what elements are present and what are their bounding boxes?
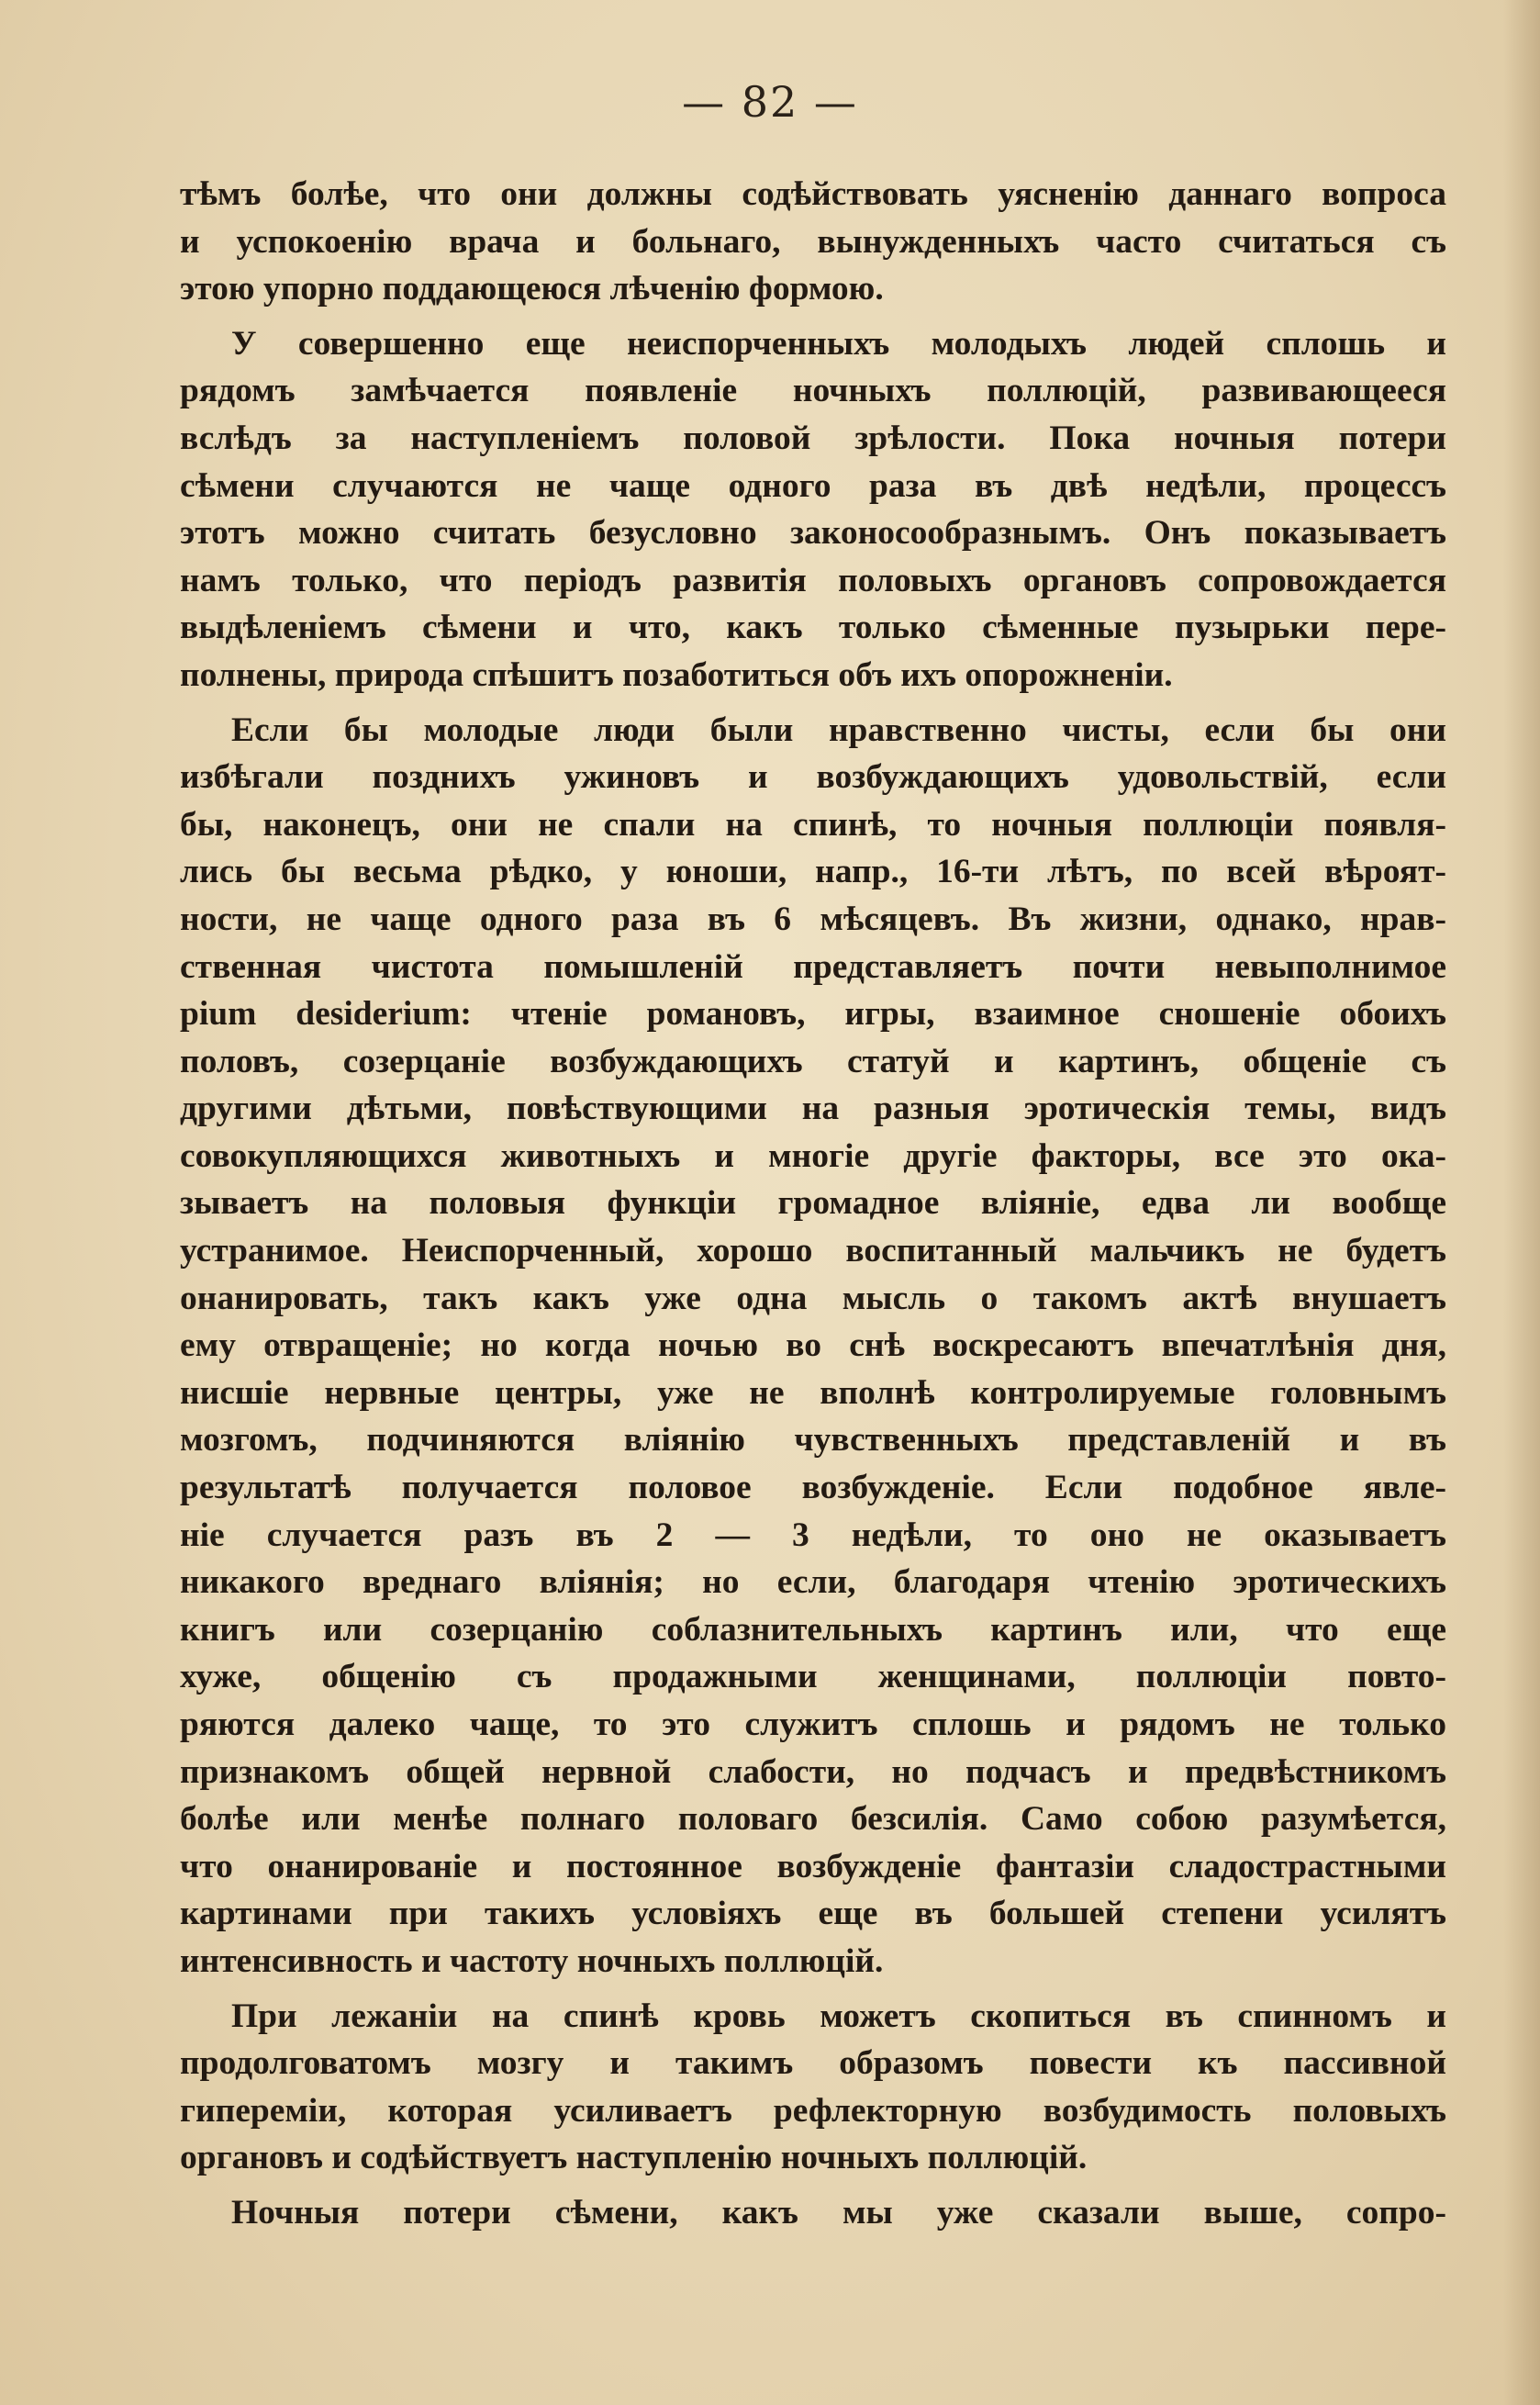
page-number: — 82 —: [682, 77, 858, 127]
paragraph: [180, 2189, 1446, 2237]
text-line: половъ, созерцаніе возбуждающихъ статуй и картинъ, общеніе съ: [180, 1042, 1446, 1080]
text-line: ности, не чаще одного раза въ 6 мѣсяцевъ. Въ жизни, однако, нрав-: [180, 900, 1446, 938]
page-edge-shadow: [1503, 0, 1540, 2405]
text-line: У совершенно еще неиспорченныхъ молодыхъ людей сплошь и: [231, 324, 1446, 363]
text-line: выдѣленіемъ сѣмени и что, какъ только сѣменные пузырьки пере-: [180, 609, 1446, 647]
paragraph: [180, 1993, 1446, 2182]
text-line: При лежаніи на спинѣ кровь можетъ скопиться въ спинномъ и: [231, 1997, 1446, 2035]
text-line: вслѣдъ за наступленіемъ половой зрѣлости. Пока ночныя потери: [180, 419, 1446, 457]
text-line: зываетъ на половыя функціи громадное вліяніе, едва ли вообще: [180, 1184, 1446, 1223]
text-line: совокупляющихся животныхъ и многіе другіе факторы, все это ока-: [180, 1136, 1446, 1175]
text-line: нисшіе нервные центры, уже не вполнѣ контролируемые головнымъ: [180, 1373, 1446, 1412]
text-line: избѣгали позднихъ ужиновъ и возбуждающихъ удовольствій, если: [180, 758, 1446, 797]
text-line: рядомъ замѣчается появленіе ночныхъ поллюцій, развивающееся: [180, 372, 1446, 410]
paragraph: [180, 320, 1446, 699]
text-line: интенсивность и частоту ночныхъ поллюцій.: [180, 1941, 884, 1980]
page-body-text: [180, 171, 1446, 2244]
text-line: бы, наконецъ, они не спали на спинѣ, то ночныя поллюціи появля-: [180, 805, 1446, 844]
text-line: этотъ можно считать безусловно законосообразнымъ. Онъ показываетъ: [180, 514, 1446, 553]
text-line: хуже, общенію съ продажными женщинами, поллюціи повто-: [180, 1658, 1446, 1696]
text-line: Ночныя потери сѣмени, какъ мы уже сказали выше, сопро-: [231, 2193, 1446, 2232]
text-line: что онанированіе и постоянное возбужденіе фантазіи сладострастными: [180, 1847, 1446, 1885]
text-line: гипереміи, которая усиливаетъ рефлекторную возбудимость половыхъ: [180, 2091, 1446, 2130]
text-line: книгъ или созерцанію соблазнительныхъ картинъ или, что еще: [180, 1610, 1446, 1649]
text-line: лись бы весьма рѣдко, у юноши, напр., 16-ти лѣтъ, по всей вѣроят-: [180, 853, 1446, 891]
text-line: сѣмени случаются не чаще одного раза въ двѣ недѣли, процессъ: [180, 466, 1446, 505]
text-line: этою упорно поддающеюся лѣченію формою.: [180, 270, 884, 308]
text-line: никакого вреднаго вліянія; но если, благодаря чтенію эротическихъ: [180, 1563, 1446, 1602]
text-line: полнены, природа спѣшитъ позаботиться объ ихъ опорожненіи.: [180, 655, 1173, 694]
text-line: тѣмъ болѣе, что они должны содѣйствовать уясненію даннаго вопроса: [180, 175, 1446, 213]
text-line: органовъ и содѣйствуетъ наступленію ночныхъ поллюцій.: [180, 2139, 1088, 2177]
text-line: ему отвращеніе; но когда ночью во снѣ воскресаютъ впечатлѣнія дня,: [180, 1326, 1446, 1365]
text-line: болѣе или менѣе полнаго половаго безсилія. Само собою разумѣется,: [180, 1800, 1446, 1839]
text-line: мозгомъ, подчиняются вліянію чувственныхъ представленій и въ: [180, 1421, 1446, 1460]
text-line: картинами при такихъ условіяхъ еще въ большей степени усилятъ: [180, 1895, 1446, 1933]
text-line: устранимое. Неиспорченный, хорошо воспитанный мальчикъ не будетъ: [180, 1232, 1446, 1270]
text-line: и успокоенію врача и больнаго, вынужденныхъ часто считаться съ: [180, 222, 1446, 261]
text-line: результатѣ получается половое возбужденіе. Если подобное явле-: [180, 1469, 1446, 1507]
text-line: ніе случается разъ въ 2 — 3 недѣли, то оно не оказываетъ: [180, 1516, 1446, 1554]
text-line: признакомъ общей нервной слабости, но подчасъ и предвѣстникомъ: [180, 1752, 1446, 1791]
text-line: Если бы молодые люди были нравственно чисты, если бы они: [231, 710, 1446, 749]
text-line: намъ только, что періодъ развитія половыхъ органовъ сопровождается: [180, 561, 1446, 599]
text-line: продолговатомъ мозгу и такимъ образомъ повести къ пассивной: [180, 2044, 1446, 2083]
text-line: pium desiderium: чтеніе романовъ, игры, взаимное сношеніе обоихъ: [180, 995, 1446, 1034]
text-line: ственная чистота помышленій представляетъ почти невыполнимое: [180, 947, 1446, 986]
text-line: онанировать, такъ какъ уже одна мысль о такомъ актѣ внушаетъ: [180, 1279, 1446, 1317]
paragraph: [180, 171, 1446, 313]
text-line: ряются далеко чаще, то это служитъ сплошь и рядомъ не только: [180, 1706, 1446, 1743]
text-line: другими дѣтьми, повѣствующими на разныя эротическія темы, видъ: [180, 1090, 1446, 1128]
paragraph: [180, 707, 1446, 1986]
